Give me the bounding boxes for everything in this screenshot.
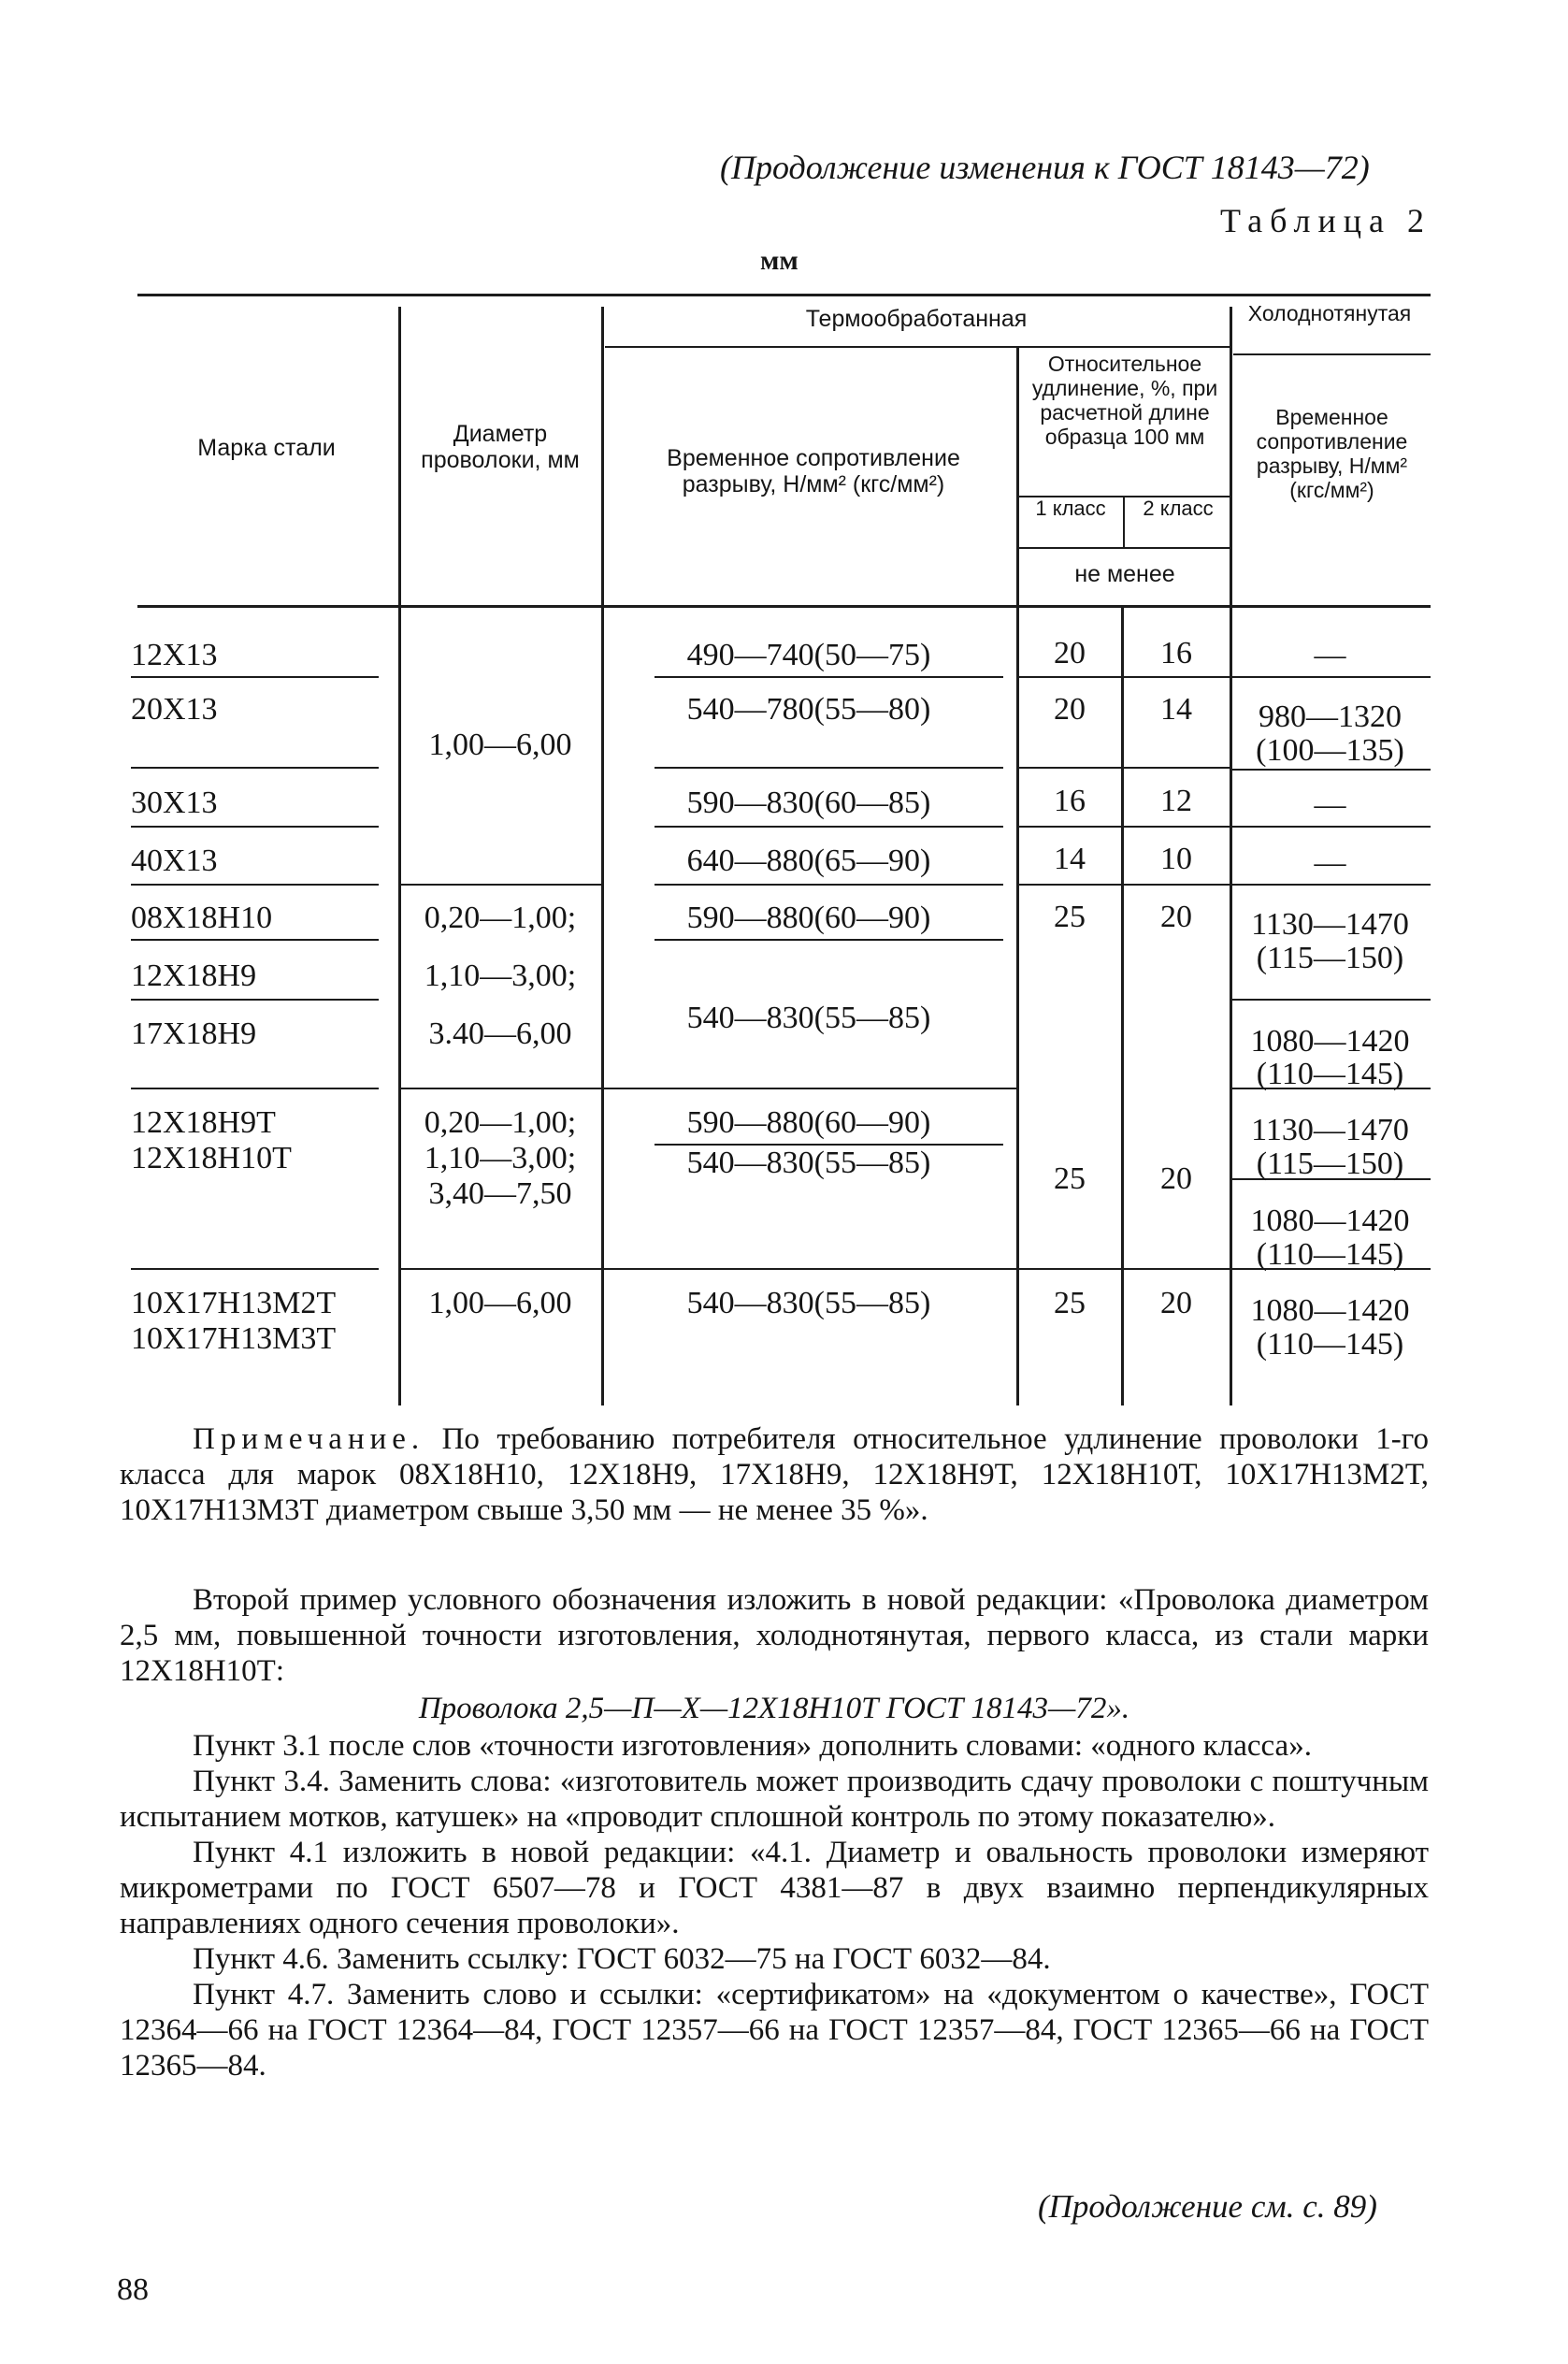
header-elongation: Относительное удлинение, %, при расчетной длине образца 100 мм bbox=[1031, 352, 1218, 449]
cold-12x18n9t-1a: 1130—1470 bbox=[1251, 1113, 1409, 1147]
strength-40x13: 640—880(65—90) bbox=[686, 843, 931, 878]
cold-17x18n9-a: 1080—1420 bbox=[1250, 1024, 1410, 1059]
grade-17x18n9: 17Х18Н9 bbox=[131, 1016, 257, 1051]
diameter-08x18n10: 0,20—1,00; bbox=[424, 901, 577, 935]
cold-30x13: — bbox=[1314, 787, 1346, 822]
diameter-12x18n9: 1,10—3,00; bbox=[424, 959, 577, 993]
diameter-12x18n9t-3: 3,40—7,50 bbox=[428, 1176, 572, 1211]
header-cold-tensile: Временное сопротивление разрыву, Н/мм² (кгс/мм²) bbox=[1256, 405, 1408, 502]
page-number: 88 bbox=[117, 2272, 149, 2307]
strength-20x13: 540—780(55—80) bbox=[686, 692, 931, 727]
paragraph-4-6: Пункт 4.6. Заменить ссылку: ГОСТ 6032—75 на ГОСТ 6032—84. bbox=[193, 1942, 1051, 1976]
strength-12x18n9t-1: 590—880(60—90) bbox=[686, 1105, 931, 1140]
class2-30x13: 12 bbox=[1160, 784, 1192, 818]
note-label: Примечание. bbox=[193, 1422, 425, 1456]
cold-10x17n13-b: (110—145) bbox=[1256, 1327, 1404, 1362]
header-steel-grade: Марка стали bbox=[197, 435, 336, 461]
note-text: По требованию потребителя относительное удлинение проволоки 1-го класса для марок 08Х18Н10, 12Х18Н9, 17Х18Н9, 12Х18Н9Т, 12Х18Н10Т, 10Х17Н13М2Т, 10Х17Н13М3Т диаметром свыше 3,50 мм — не менее 35 %». bbox=[120, 1422, 1429, 1527]
header-cold-drawn: Холоднотянутая bbox=[1247, 301, 1412, 325]
cold-08x18n10-a: 1130—1470 bbox=[1251, 907, 1409, 942]
header-class-2: 2 класс bbox=[1143, 497, 1214, 520]
cold-12x13: — bbox=[1314, 638, 1346, 672]
strength-12x13: 490—740(50—75) bbox=[686, 638, 931, 672]
grade-12x18n9: 12Х18Н9 bbox=[131, 959, 257, 993]
header-not-less: не менее bbox=[1074, 561, 1175, 587]
strength-10x17n13: 540—830(55—85) bbox=[686, 1286, 931, 1320]
paragraph-4-7: Пункт 4.7. Заменить слово и ссылки: «сертификатом» на «документом о качестве», ГОСТ 12364—66 на ГОСТ 12364—84, ГОСТ 12357—66 на ГОСТ 12357—84, ГОСТ 12365—66 на ГОСТ 12365—84. bbox=[120, 1978, 1429, 2083]
class2-10x17n13: 20 bbox=[1160, 1286, 1192, 1320]
cold-17x18n9-b: (110—145) bbox=[1256, 1057, 1404, 1091]
grade-20x13: 20Х13 bbox=[131, 692, 218, 727]
continuation-header: (Продолжение изменения к ГОСТ 18143—72) bbox=[720, 149, 1370, 186]
cold-20x13-b: (100—135) bbox=[1256, 733, 1404, 768]
paragraph-example: Второй пример условного обозначения изложить в новой редакции: «Проволока диаметром 2,5 мм, повышенной точности изготовления, холоднотянутая, первого класса, из стали марки 12Х18Н10Т: bbox=[120, 1583, 1429, 1688]
header-class-1: 1 класс bbox=[1035, 497, 1106, 520]
strength-12-17x18n9: 540—830(55—85) bbox=[686, 1001, 931, 1035]
cold-12x18n9t-2a: 1080—1420 bbox=[1250, 1204, 1410, 1238]
grade-08x18n10: 08Х18Н10 bbox=[131, 901, 273, 935]
grade-10x17n13m2t: 10Х17Н13М2Т bbox=[131, 1286, 337, 1320]
class2-08x18n10: 20 bbox=[1160, 900, 1192, 934]
diameter-17x18n9: 3.40—6,00 bbox=[428, 1016, 572, 1051]
class1-20x13: 20 bbox=[1054, 692, 1086, 727]
table-label: Таблица 2 bbox=[1220, 202, 1431, 239]
header-tensile-strength: Временное сопротивление разрыву, Н/мм² (кгс/мм²) bbox=[667, 445, 960, 497]
class1-30x13: 16 bbox=[1054, 784, 1086, 818]
header-heat-treated: Термообработанная bbox=[805, 306, 1028, 332]
cold-08x18n10-b: (115—150) bbox=[1256, 941, 1404, 975]
class2-12x13: 16 bbox=[1160, 636, 1192, 670]
grade-12x13: 12Х13 bbox=[131, 638, 218, 672]
class1-12x13: 20 bbox=[1054, 636, 1086, 670]
table-unit: мм bbox=[760, 245, 798, 276]
grade-12x18n9t: 12Х18Н9Т bbox=[131, 1105, 276, 1140]
class1-40x13: 14 bbox=[1054, 842, 1086, 876]
grade-10x17n13m3t: 10Х17Н13М3Т bbox=[131, 1321, 337, 1356]
grade-40x13: 40Х13 bbox=[131, 843, 218, 878]
grade-30x13: 30Х13 bbox=[131, 786, 218, 820]
class2-40x13: 10 bbox=[1160, 842, 1192, 876]
diameter-12x18n9t-1: 0,20—1,00; bbox=[424, 1105, 577, 1140]
strength-12x18n9t-2: 540—830(55—85) bbox=[686, 1146, 931, 1180]
diameter-12x18n9t-2: 1,10—3,00; bbox=[424, 1141, 577, 1175]
paragraph-3-1: Пункт 3.1 после слов «точности изготовления» дополнить словами: «одного класса». bbox=[193, 1729, 1312, 1763]
diameter-group-1: 1,00—6,00 bbox=[428, 728, 572, 762]
continuation-footer: (Продолжение см. с. 89) bbox=[1038, 2188, 1377, 2225]
paragraph-4-1: Пункт 4.1 изложить в новой редакции: «4.1. Диаметр и овальность проволоки измеряют микрометрами по ГОСТ 6507—78 и ГОСТ 4381—87 в двух взаимно перпендикулярных направлениях одного сечения проволоки». bbox=[120, 1836, 1429, 1940]
cold-10x17n13-a: 1080—1420 bbox=[1250, 1293, 1410, 1328]
class1-10x17n13: 25 bbox=[1054, 1286, 1086, 1320]
cold-12x18n9t-1b: (115—150) bbox=[1256, 1146, 1404, 1181]
paragraph-example-designation: Проволока 2,5—П—Х—12Х18Н10Т ГОСТ 18143—72». bbox=[418, 1692, 1130, 1725]
class1-12x18n9t: 25 bbox=[1054, 1161, 1086, 1196]
grade-12x18n10t: 12Х18Н10Т bbox=[131, 1141, 292, 1175]
strength-08x18n10: 590—880(60—90) bbox=[686, 901, 931, 935]
table-note bbox=[120, 1421, 1429, 1528]
cold-20x13-a: 980—1320 bbox=[1259, 699, 1402, 734]
cold-40x13: — bbox=[1314, 845, 1346, 880]
strength-30x13: 590—830(60—85) bbox=[686, 786, 931, 820]
header-diameter: Диаметр проволоки, мм bbox=[421, 421, 580, 473]
class2-12x18n9t: 20 bbox=[1160, 1161, 1192, 1196]
diameter-10x17n13: 1,00—6,00 bbox=[428, 1286, 572, 1320]
paragraph-3-4: Пункт 3.4. Заменить слова: «изготовитель может производить сдачу проволоки с поштучным испытанием мотков, катушек» на «проводит сплошной контроль по этому показателю». bbox=[120, 1765, 1429, 1834]
class2-20x13: 14 bbox=[1160, 692, 1192, 727]
class1-08x18n10: 25 bbox=[1054, 900, 1086, 934]
cold-12x18n9t-2b: (110—145) bbox=[1256, 1237, 1404, 1272]
body-text bbox=[120, 1582, 1429, 2083]
